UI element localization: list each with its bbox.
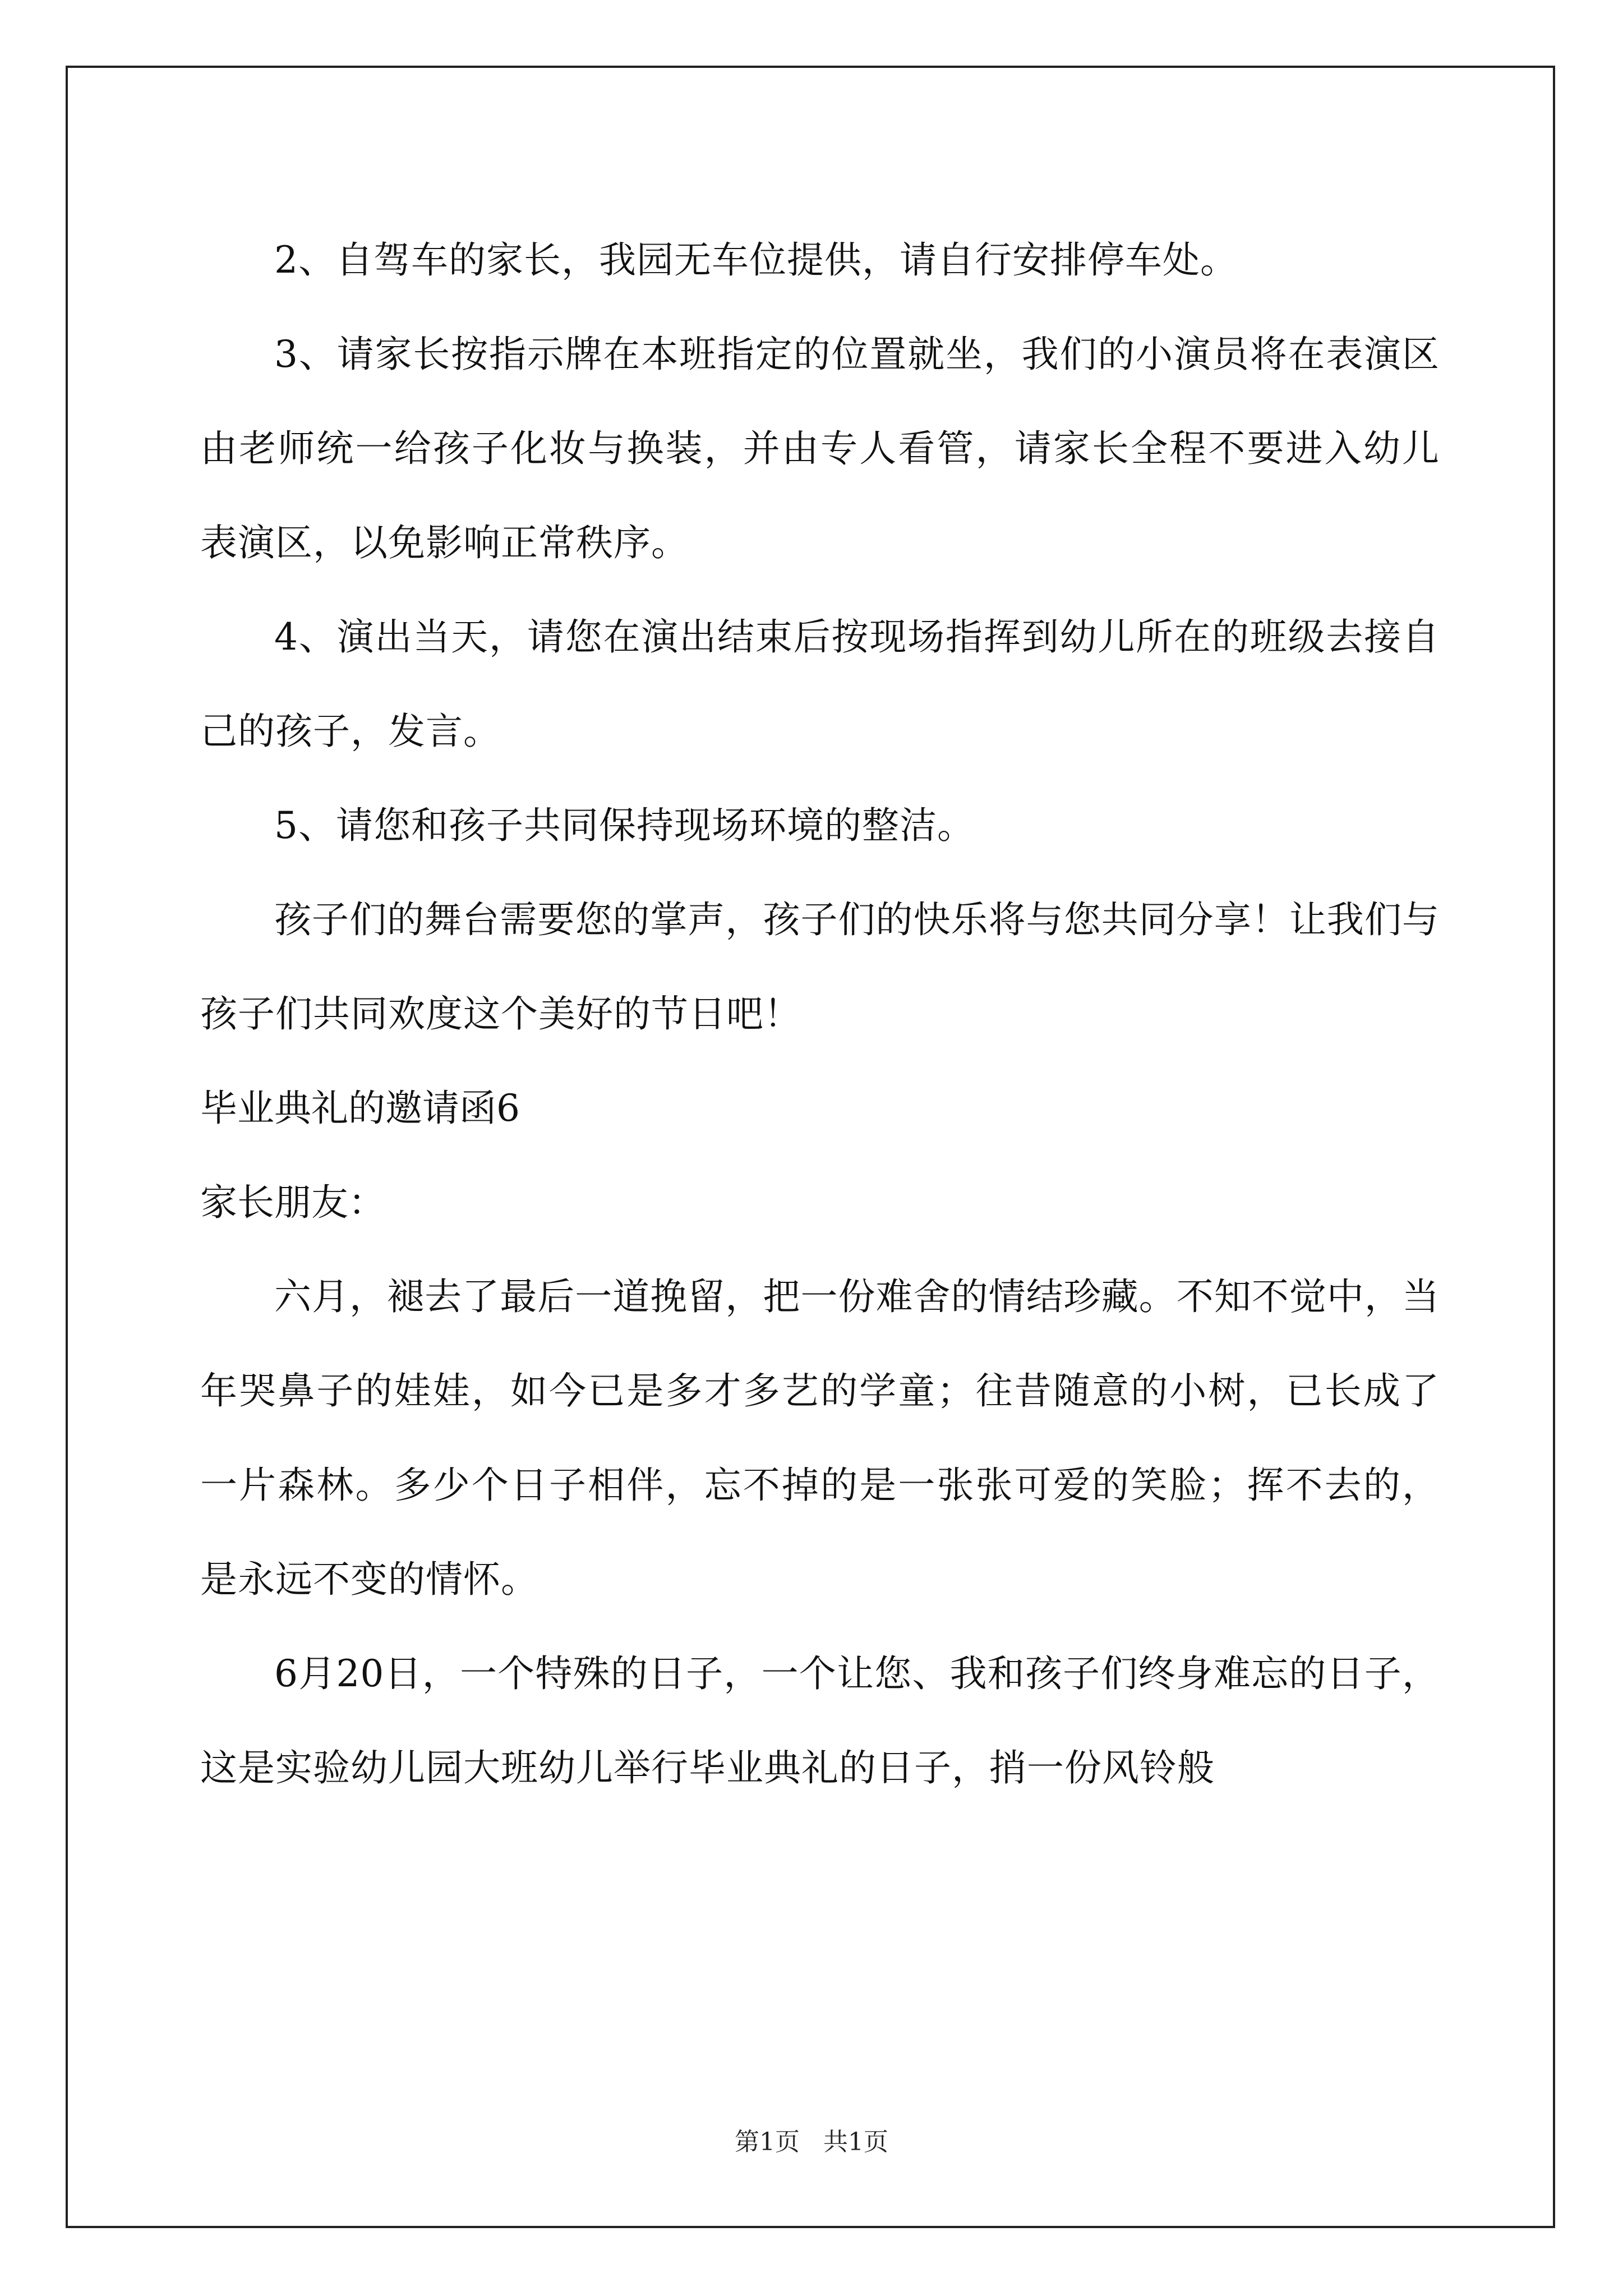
paragraph-date: 6月20日，一个特殊的日子，一个让您、我和孩子们终身难忘的日子，这是实验幼儿园大班幼儿举行毕业典礼的日子，捎一份风铃般 xyxy=(200,1652,1440,1789)
page-number-total: 共1页 xyxy=(823,2128,888,2156)
paragraph-parking: 2、自驾车的家长，我园无车位提供，请自行安排停车处。 xyxy=(274,238,1238,282)
paragraph-seating: 3、请家长按指示牌在本班指定的位置就坐，我们的小演员将在表演区由老师统一给孩子化妆与换装，并由专人看管，请家长全程不要进入幼儿表演区，以免影响正常秩序。 xyxy=(200,333,1440,564)
section-title: 毕业典礼的邀请函6 xyxy=(200,1087,520,1130)
paragraph-closing: 孩子们的舞台需要您的掌声，孩子们的快乐将与您共同分享！让我们与孩子们共同欢度这个美好的节日吧！ xyxy=(200,898,1440,1036)
page-footer xyxy=(0,2122,1623,2157)
page-number-current: 第1页 xyxy=(735,2128,800,2156)
salutation: 家长朋友： xyxy=(200,1181,385,1224)
document-body xyxy=(200,213,1440,1815)
paragraph-cleanliness: 5、请您和孩子共同保持现场环境的整洁。 xyxy=(274,804,975,847)
paragraph-pickup: 4、演出当天，请您在演出结束后按现场指挥到幼儿所在的班级去接自己的孩子，发言。 xyxy=(200,615,1440,753)
paragraph-june: 六月，褪去了最后一道挽留，把一份难舍的情结珍藏。不知不觉中，当年哭鼻子的娃娃，如今已是多才多艺的学童；往昔随意的小树，已长成了一片森林。多少个日子相伴，忘不掉的是一张张可爱的笑脸；挥不去的，是永远不变的情怀。 xyxy=(200,1275,1440,1601)
